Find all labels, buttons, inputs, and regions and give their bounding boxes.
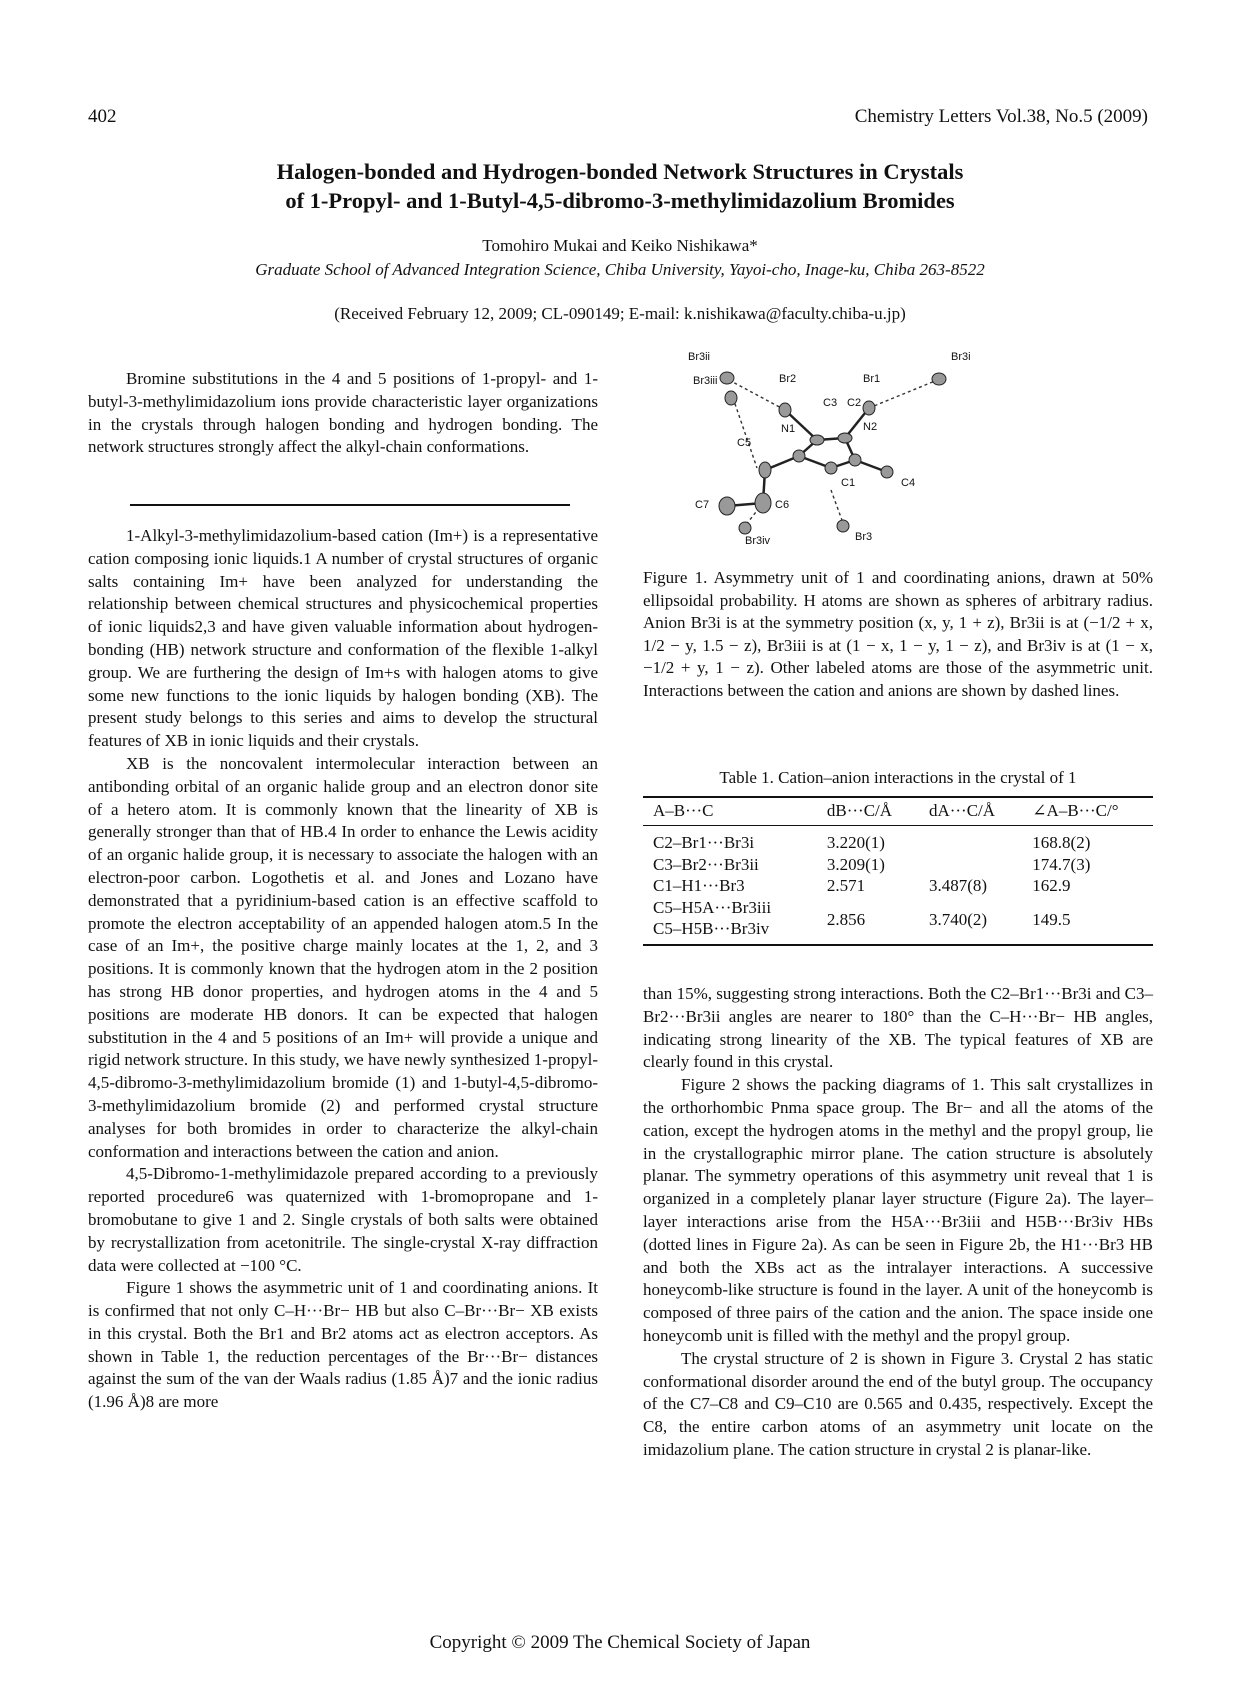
figure-1-ortep bbox=[688, 351, 1065, 558]
paragraph: 4,5-Dibromo-1-methylimidazole prepared according to a previously reported procedure6 was quaternized with 1-bromopropane and 1-bromobutane to give 1 and 2. Single crystals of both salts were obtained by recrystallization from acetonitrile. The single-crystal X-ray diffraction data were collected at −100 °C. bbox=[88, 1164, 598, 1275]
received-line: (Received February 12, 2009; CL-090149; E-mail: k.nishikawa@faculty.chiba-u.jp) bbox=[334, 304, 906, 323]
atom-label: Br3 bbox=[855, 531, 873, 543]
atom-label: Br1 bbox=[863, 373, 881, 385]
table-cell: C5–H5A···Br3iii C5–H5B···Br3iv bbox=[653, 897, 772, 938]
table-cell: 3.209(1) bbox=[826, 854, 885, 874]
table-cell: 3.740(2) bbox=[928, 910, 988, 930]
atom-label: C1 bbox=[841, 477, 856, 489]
table-cell: C1–H1···Br3 bbox=[653, 876, 745, 895]
table-cell bbox=[919, 826, 1022, 854]
title-line-1: Halogen-bonded and Hydrogen-bonded Network Structures in Crystals bbox=[276, 159, 964, 184]
table-cell: 3.220(1) bbox=[826, 833, 885, 852]
table-header-row bbox=[643, 797, 1153, 826]
interactions-table bbox=[643, 796, 1153, 946]
atom-label: N1 bbox=[781, 423, 796, 435]
atom-label: C2 bbox=[847, 397, 862, 409]
paragraph: The crystal structure of 2 is shown in Figure 3. Crystal 2 has static conformational disorder around the end of the butyl group. The occupancy of the C7–C8 and C9–C10 are 0.565 and 0.435, respectively. Except the C8, the entire carbon atoms of an asymmetry unit locate on the imidazolium plane. The cation structure in crystal 2 is planar-like. bbox=[643, 1348, 1153, 1459]
atom-label: N2 bbox=[863, 421, 878, 433]
paragraph: XB is the noncovalent intermolecular interaction between an antibonding orbital of an organic halide group and an electron donor site of a hetero atom. It is commonly known that the linearity of XB is generally stronger than that of HB.4 In order to enhance the Lewis acidity of an organic halide group, it is necessary to associate the halogen with an electron-poor carbon. Logothetis et al. and Jones and Lozano have demonstrated that a pyridinium-based cation is an effective scaffold to promote the electron acceptability of an appended halogen atom.5 In the case of an Im+, the positive charge mainly locates at the 1, 2, and 3 positions. It is commonly known that the hydrogen atom in the 2 position has strong HB donor properties, and hydrogen atoms in the 4 and 5 positions are moderate HB donors. It can be expected that halogen substitution in the 4 and 5 positions of an Im+ will provide a unique and rigid network structure. In this study, we have newly synthesized 1-propyl-4,5-dibromo-3-methylimidazolium bromide (1) and 1-butyl-4,5-dibromo-3-methylimidazolium bromide (2) and performed crystal structure analyses for both bromides in order to characterize the alkyl-chain conformation and interactions between the cation and anion. bbox=[88, 753, 598, 1161]
table-row bbox=[643, 897, 1153, 945]
atom-label: C6 bbox=[775, 499, 790, 511]
page-number: 402 bbox=[88, 106, 117, 127]
affiliation: Graduate School of Advanced Integration Science, Chiba University, Yayoi-cho, Inage-ku, Chiba 263-8522 bbox=[255, 260, 985, 279]
column-header: dB···C/Å bbox=[826, 801, 893, 820]
article-title bbox=[0, 157, 1240, 215]
atom-label: Br3iv bbox=[745, 535, 771, 547]
table-row bbox=[643, 875, 1153, 897]
table-cell: 174.7(3) bbox=[1032, 854, 1091, 874]
column-header: dA···C/Å bbox=[928, 801, 996, 820]
table-cell bbox=[919, 854, 1022, 876]
authors: Tomohiro Mukai and Keiko Nishikawa* bbox=[482, 236, 758, 255]
table-cell: 168.8(2) bbox=[1032, 833, 1091, 852]
paragraph: 1-Alkyl-3-methylimidazolium-based cation (Im+) is a representative cation composing ionic liquids.1 A number of crystal structures of organic salts containing Im+ have been analyzed for understanding the relationship between chemical structures and physicochemical properties of ionic liquids2,3 and have given valuable information about hydrogen-bonding (HB) network structure and conformation of the flexible 1-alkyl group. We are furthering the design of Im+s with halogen atoms to give some new functions to the ionic liquids by halogen bonding (XB). The present study belongs to this series and aims to develop the structural features of XB in ionic liquids and their crystals. bbox=[88, 526, 598, 751]
abstract-divider bbox=[130, 504, 570, 506]
table-row bbox=[643, 826, 1153, 854]
abstract bbox=[88, 368, 598, 459]
column-header: A–B···C bbox=[653, 801, 714, 820]
table-cell: C2–Br1···Br3i bbox=[653, 833, 755, 852]
table-cell: C3–Br2···Br3ii bbox=[653, 854, 759, 874]
right-column bbox=[643, 983, 1153, 1462]
atom-label: C5 bbox=[737, 437, 752, 449]
table-cell: 162.9 bbox=[1032, 876, 1071, 895]
table-row bbox=[643, 854, 1153, 876]
table-cell: 3.487(8) bbox=[928, 876, 988, 895]
atom-label: Br2 bbox=[779, 373, 797, 385]
column-header: ∠A–B···C/° bbox=[1032, 801, 1119, 820]
figure-caption: Figure 1. Asymmetry unit of 1 and coordinating anions, drawn at 50% ellipsoidal probability. H atoms are shown as spheres of arbitrary radius. Anion Br3i is at the symmetry position (x, y, 1 + z), Br3ii is at (−1/2 + x, 1/2 − y, 1.5 − z), Br3iii is at (1 − x, 1 − y, 1 − z), and Br3iv is at (1 − x, −1/2 + y, 1 − z). Other labeled atoms are those of the asymmetric unit. Interactions between the cation and anions are shown by dashed lines. bbox=[643, 568, 1153, 700]
paragraph: Figure 1 shows the asymmetric unit of 1 and coordinating anions. It is confirmed that not only C–H···Br− HB but also C–Br···Br− XB exists in this crystal. Both the Br1 and Br2 atoms act as electron acceptors. As shown in Table 1, the reduction percentages of the Br···Br− distances against the sum of the van der Waals radius (1.85 Å)7 and the ionic radius (1.96 Å)8 are more bbox=[88, 1278, 598, 1412]
table-cell: 149.5 bbox=[1032, 910, 1071, 930]
atom-label: Br3ii bbox=[688, 351, 711, 363]
table-cell: 2.571 bbox=[826, 876, 866, 895]
table-1 bbox=[643, 796, 1153, 946]
table-cell: 2.856 bbox=[826, 910, 866, 930]
molecule-diagram bbox=[688, 351, 1065, 558]
paragraph: Figure 2 shows the packing diagrams of 1. This salt crystallizes in the orthorhombic Pnma space group. The Br− and all the atoms of the cation, except the hydrogen atoms in the methyl and the propyl group, lie in the crystallographic mirror plane. The cation structure is absolutely planar. The symmetry operations of this asymmetry unit reveal that 1 is organized in a completely planar layer structure (Figure 2a). The layer–layer interactions arise from the H5A···Br3iii and H5B···Br3iv HBs (dotted lines in Figure 2a). As can be seen in Figure 2b, the H1···Br3 HB and both the XBs act as the intralayer interactions. A successive honeycomb-like structure is found in the layer. A unit of the honeycomb is composed of three pairs of the cation and the anion. The space inside one honeycomb unit is filled with the methyl and the propyl group. bbox=[643, 1075, 1153, 1345]
title-line-2: of 1-Propyl- and 1-Butyl-4,5-dibromo-3-methylimidazolium Bromides bbox=[285, 188, 955, 213]
table-title: Table 1. Cation–anion interactions in the crystal of 1 bbox=[719, 768, 1077, 787]
journal-header: Chemistry Letters Vol.38, No.5 (2009) bbox=[854, 106, 1148, 127]
abstract-text: Bromine substitutions in the 4 and 5 positions of 1-propyl- and 1-butyl-3-methylimidazolium ions provide characteristic layer organizations in the crystals through halogen bonding and hydrogen bonding. The network structures strongly affect the alkyl-chain conformations. bbox=[88, 369, 598, 457]
atom-label: C3 bbox=[823, 397, 838, 409]
left-column bbox=[88, 525, 598, 1414]
atom-label: C4 bbox=[901, 477, 916, 489]
atom-label: Br3i bbox=[951, 351, 971, 363]
atom-label: Br3iii bbox=[693, 375, 718, 387]
paragraph: than 15%, suggesting strong interactions. Both the C2–Br1···Br3i and C3–Br2···Br3ii angles are nearer to 180° than the C–H···Br− HB angles, indicating strong linearity of the XB. The typical features of XB are clearly found in this crystal. bbox=[643, 984, 1153, 1072]
atom-label: C7 bbox=[695, 499, 710, 511]
copyright-footer: Copyright © 2009 The Chemical Society of Japan bbox=[429, 1632, 811, 1653]
